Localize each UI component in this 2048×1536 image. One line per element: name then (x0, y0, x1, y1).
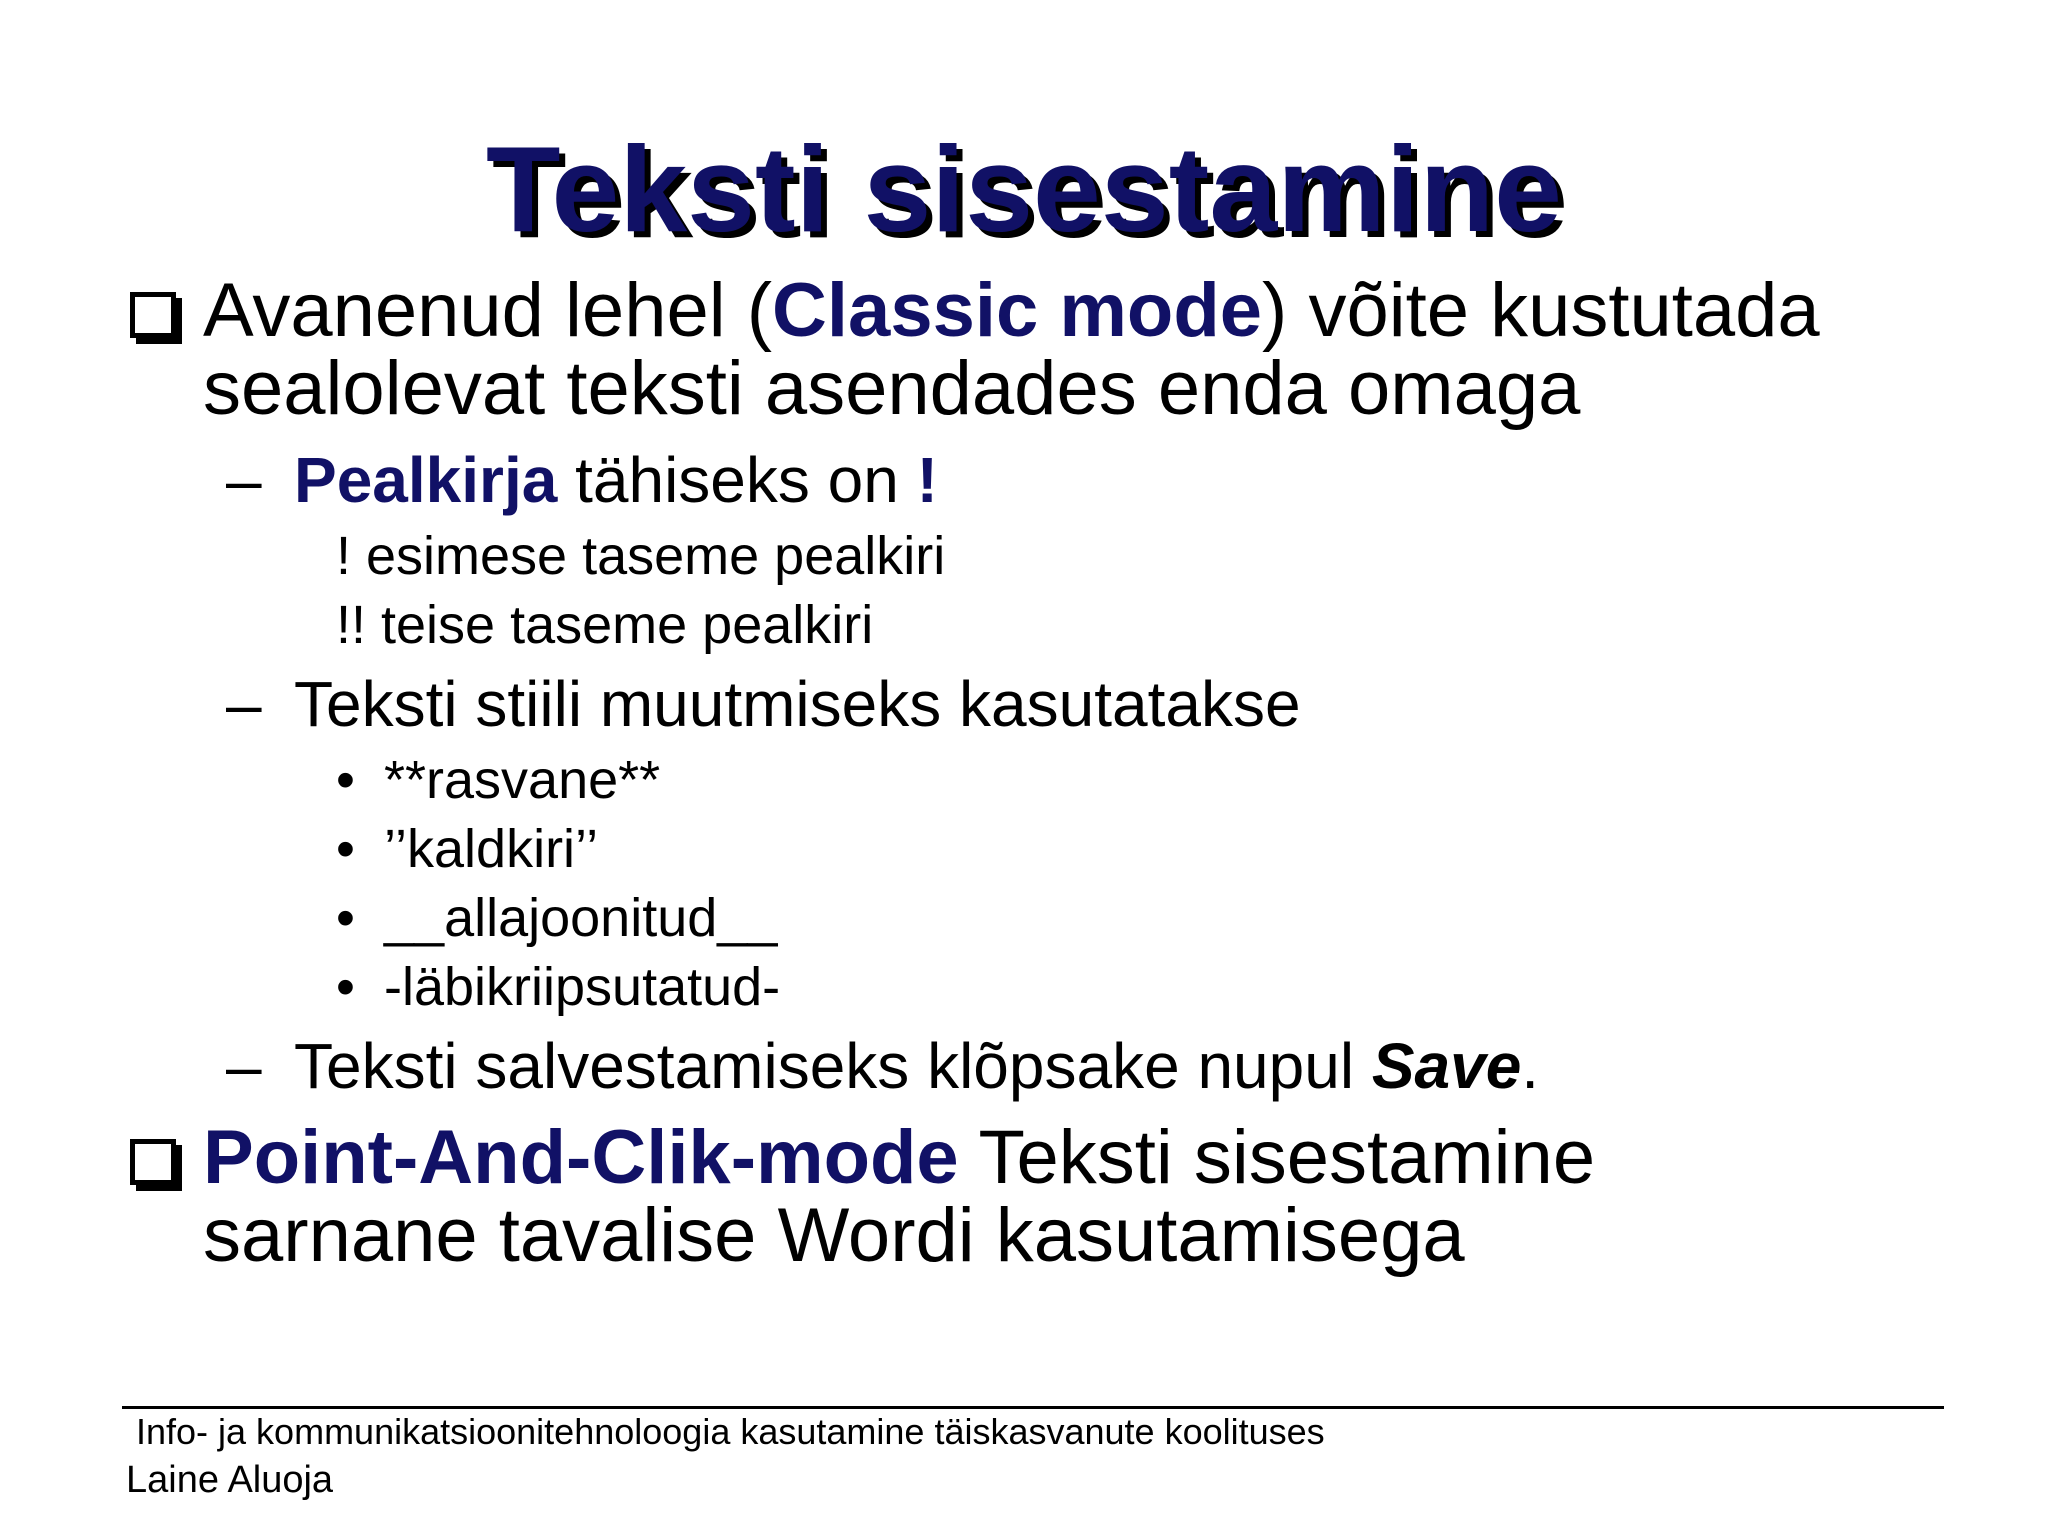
bullet-classic-mode (130, 268, 1820, 353)
sub-item-text-style: – Teksti stiili muutmiseks kasutatakse (226, 668, 1301, 740)
footer-course-title: Info- ja kommunikatsioonitehnoloogia kasutamine täiskasvanute koolituses (136, 1411, 1325, 1452)
checkbox-bullet-icon (130, 292, 176, 338)
point-and-click-highlight: Point-And-Clik-mode (203, 1115, 959, 1200)
style-item-bold: • **rasvane** (336, 750, 661, 810)
footer-divider (122, 1406, 1944, 1409)
bullet-point-and-click-continuation (130, 1193, 1465, 1278)
sub-item-heading-marker: – Pealkirja tähiseks on ! (226, 444, 938, 516)
dash-bullet: – (226, 1030, 262, 1102)
bullet-classic-mode-line1: Avanenud lehel (Classic mode) võite kustutada (203, 268, 1820, 353)
style-item-italic: • ’’kaldkiri’’ (336, 819, 599, 879)
slide-title: Teksti sisestamine (486, 121, 1562, 257)
heading-example-level1: ! esimese taseme pealkiri (336, 526, 946, 586)
footer-author: Laine Aluoja (126, 1459, 334, 1501)
heading-example-level2: !! teise taseme pealkiri (336, 595, 874, 655)
dash-bullet: – (226, 668, 262, 740)
dot-bullet: • (336, 957, 355, 1017)
bullet-classic-mode-continuation (130, 346, 1581, 431)
pealkirja-highlight: Pealkirja (294, 444, 558, 516)
sub-item-save: – Teksti salvestamiseks klõpsake nupul Save. (226, 1030, 1540, 1102)
dot-bullet: • (336, 888, 355, 948)
classic-mode-highlight: Classic mode (772, 268, 1263, 353)
style-item-underline: • __allajoonitud__ (336, 888, 778, 948)
dot-bullet: • (336, 819, 355, 879)
bullet-classic-mode-line2: sealolevat teksti asendades enda omaga (203, 346, 1581, 431)
dash-bullet: – (226, 444, 262, 516)
bullet-point-and-click-line1: Point-And-Clik-mode Teksti sisestamine (203, 1115, 1596, 1200)
save-emphasis: Save (1371, 1030, 1522, 1102)
bullet-point-and-click-mode (130, 1115, 1596, 1200)
exclamation-mark: ! (916, 444, 938, 516)
style-item-strikethrough: • -läbikriipsutatud- (336, 957, 781, 1017)
dot-bullet: • (336, 750, 355, 810)
checkbox-bullet-icon (130, 1139, 176, 1185)
bullet-point-and-click-line2: sarnane tavalise Wordi kasutamisega (203, 1193, 1465, 1278)
